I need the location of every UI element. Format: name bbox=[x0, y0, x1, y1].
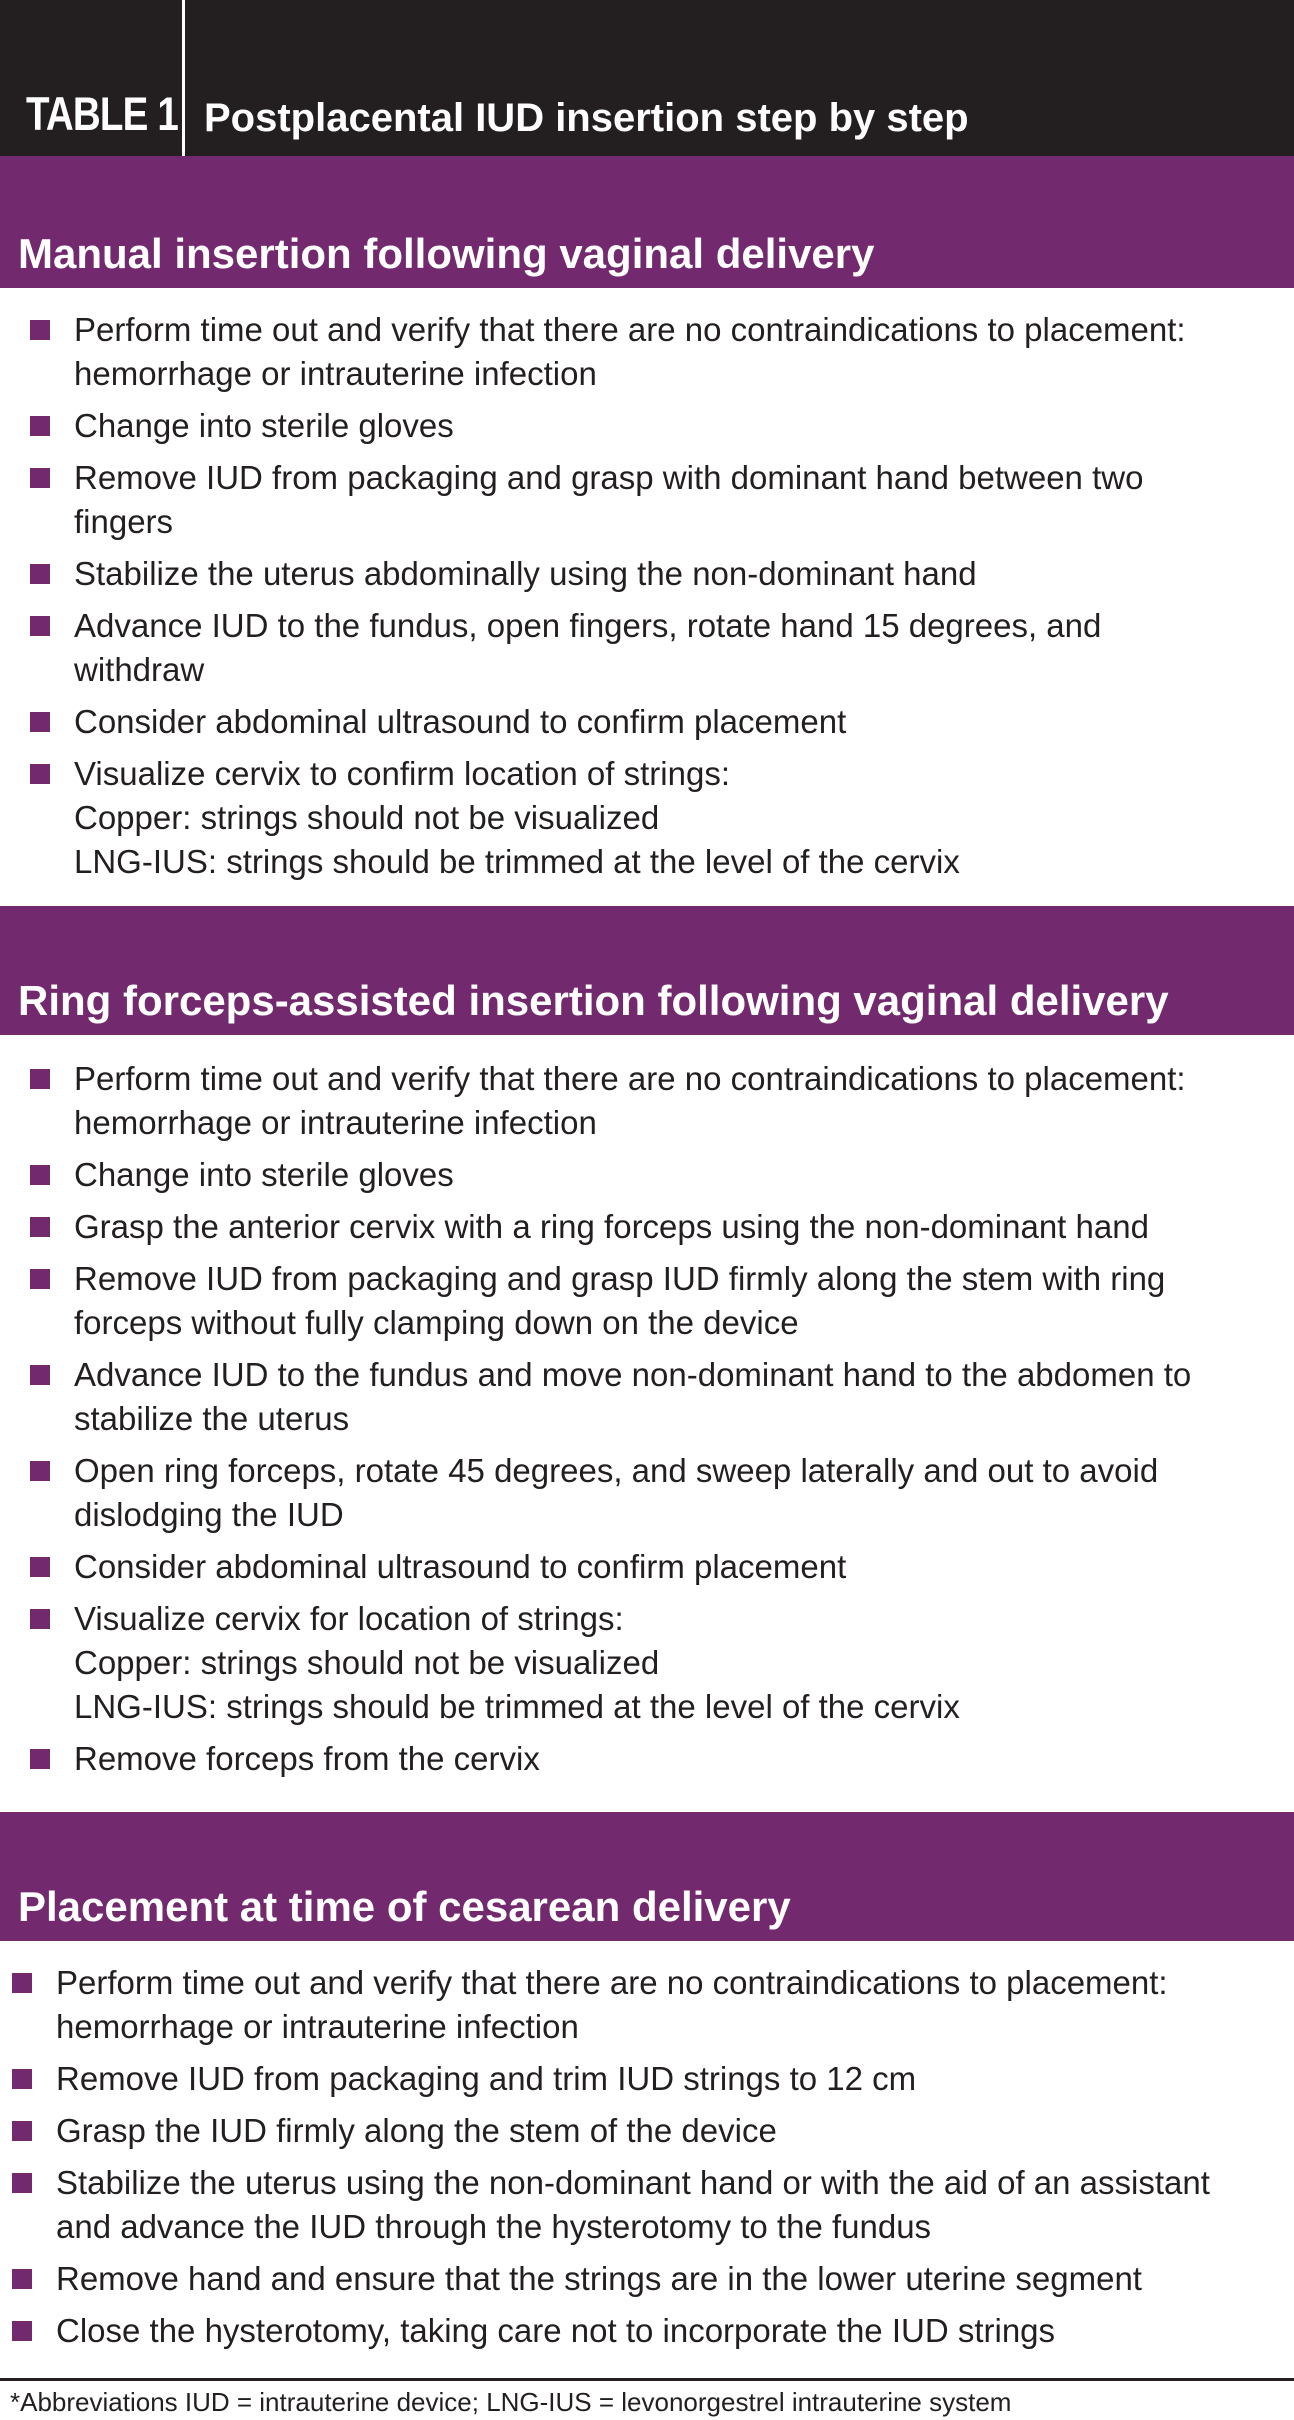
section-header-cesarean bbox=[0, 1812, 1294, 1941]
square-bullet-icon bbox=[12, 2321, 32, 2341]
step-text-line: Stabilize the uterus abdominally using the non-dominant hand bbox=[74, 555, 977, 592]
step-text-line: fingers bbox=[74, 503, 174, 540]
step-text-line: hemorrhage or intrauterine infection bbox=[56, 2008, 579, 2045]
step-text-line: Close the hysterotomy, taking care not to incorporate the IUD strings bbox=[56, 2312, 1056, 2349]
step-text bbox=[74, 752, 1294, 884]
square-bullet-icon bbox=[12, 1973, 32, 1993]
step-list-manual bbox=[0, 308, 1294, 892]
square-bullet-icon bbox=[30, 1069, 50, 1089]
step-text-line: hemorrhage or intrauterine infection bbox=[74, 1104, 597, 1141]
step-item bbox=[0, 308, 1294, 396]
step-text bbox=[56, 2057, 1294, 2101]
square-bullet-icon bbox=[30, 1749, 50, 1769]
step-item bbox=[0, 404, 1294, 448]
step-text bbox=[74, 1153, 1294, 1197]
step-text-line: Change into sterile gloves bbox=[74, 407, 454, 444]
step-item bbox=[0, 1597, 1294, 1729]
square-bullet-icon bbox=[30, 1365, 50, 1385]
step-item bbox=[0, 2161, 1294, 2249]
step-text-line: Grasp the anterior cervix with a ring forceps using the non-dominant hand bbox=[74, 1208, 1149, 1245]
step-text-line: Grasp the IUD firmly along the stem of the device bbox=[56, 2112, 777, 2149]
step-item bbox=[0, 700, 1294, 744]
step-text-line: Remove IUD from packaging and grasp with dominant hand between two bbox=[74, 459, 1144, 496]
step-list-cesarean bbox=[0, 1961, 1294, 2361]
step-text-line: stabilize the uterus bbox=[74, 1400, 350, 1437]
footnote-divider bbox=[0, 2378, 1294, 2381]
section-title-manual: Manual insertion following vaginal delivery bbox=[18, 230, 875, 277]
square-bullet-icon bbox=[30, 320, 50, 340]
square-bullet-icon bbox=[30, 1557, 50, 1577]
step-text-line: Remove forceps from the cervix bbox=[74, 1740, 540, 1777]
step-item bbox=[0, 1737, 1294, 1781]
step-text bbox=[74, 552, 1294, 596]
step-text-line: and advance the IUD through the hysterotomy to the fundus bbox=[56, 2208, 932, 2245]
section-title-cesarean: Placement at time of cesarean delivery bbox=[18, 1883, 791, 1930]
step-text-line: Visualize cervix to confirm location of strings: bbox=[74, 755, 730, 792]
abbreviations-footnote: *Abbreviations IUD = intrauterine device; LNG-IUS = levonorgestrel intrauterine system bbox=[10, 2387, 1012, 2417]
square-bullet-icon bbox=[12, 2069, 32, 2089]
step-text bbox=[56, 2257, 1294, 2301]
square-bullet-icon bbox=[30, 468, 50, 488]
step-list-ring-forceps bbox=[0, 1057, 1294, 1789]
table-title: Postplacental IUD insertion step by step bbox=[204, 96, 969, 140]
square-bullet-icon bbox=[30, 564, 50, 584]
step-text bbox=[74, 1449, 1294, 1537]
step-item bbox=[0, 1057, 1294, 1145]
square-bullet-icon bbox=[30, 1609, 50, 1629]
square-bullet-icon bbox=[30, 1461, 50, 1481]
step-text-line: Perform time out and verify that there are no contraindications to placement: bbox=[74, 311, 1186, 348]
step-text-line: dislodging the IUD bbox=[74, 1496, 344, 1533]
step-text-line: Change into sterile gloves bbox=[74, 1156, 454, 1193]
step-text bbox=[74, 1353, 1294, 1441]
step-text-line: Copper: strings should not be visualized bbox=[74, 1644, 660, 1681]
step-text bbox=[74, 1737, 1294, 1781]
step-text-line: withdraw bbox=[74, 651, 205, 688]
section-title-ring-forceps: Ring forceps-assisted insertion following vaginal delivery bbox=[18, 977, 1169, 1024]
step-item bbox=[0, 2309, 1294, 2353]
step-item bbox=[0, 456, 1294, 544]
square-bullet-icon bbox=[30, 1217, 50, 1237]
step-text-line: Consider abdominal ultrasound to confirm placement bbox=[74, 703, 847, 740]
square-bullet-icon bbox=[12, 2269, 32, 2289]
square-bullet-icon bbox=[30, 1165, 50, 1185]
square-bullet-icon bbox=[30, 616, 50, 636]
step-text-line: Copper: strings should not be visualized bbox=[74, 799, 660, 836]
square-bullet-icon bbox=[30, 712, 50, 732]
step-text bbox=[56, 2161, 1294, 2249]
section-header-ring-forceps bbox=[0, 906, 1294, 1035]
step-item bbox=[0, 1961, 1294, 2049]
section-header-manual bbox=[0, 156, 1294, 288]
step-text bbox=[74, 308, 1294, 396]
step-text-line: forceps without fully clamping down on the device bbox=[74, 1304, 799, 1341]
step-item bbox=[0, 2257, 1294, 2301]
step-item bbox=[0, 1353, 1294, 1441]
step-text-line: Advance IUD to the fundus, open fingers, rotate hand 15 degrees, and bbox=[74, 607, 1102, 644]
step-text-line: LNG-IUS: strings should be trimmed at the level of the cervix bbox=[74, 1688, 960, 1725]
step-item bbox=[0, 1545, 1294, 1589]
step-item bbox=[0, 2109, 1294, 2153]
step-text bbox=[74, 456, 1294, 544]
title-divider bbox=[182, 0, 185, 156]
step-text-line: Open ring forceps, rotate 45 degrees, and sweep laterally and out to avoid bbox=[74, 1452, 1159, 1489]
step-item bbox=[0, 752, 1294, 884]
table-title-bar bbox=[0, 0, 1294, 156]
square-bullet-icon bbox=[12, 2121, 32, 2141]
square-bullet-icon bbox=[30, 1269, 50, 1289]
square-bullet-icon bbox=[30, 416, 50, 436]
table-number-label: TABLE 1 bbox=[26, 87, 179, 140]
step-text bbox=[74, 1545, 1294, 1589]
step-text-line: hemorrhage or intrauterine infection bbox=[74, 355, 597, 392]
step-item bbox=[0, 1153, 1294, 1197]
step-item bbox=[0, 1205, 1294, 1249]
step-text bbox=[56, 1961, 1294, 2049]
step-text-line: Perform time out and verify that there are no contraindications to placement: bbox=[74, 1060, 1186, 1097]
square-bullet-icon bbox=[30, 764, 50, 784]
step-item bbox=[0, 552, 1294, 596]
step-text bbox=[74, 1205, 1294, 1249]
step-item bbox=[0, 2057, 1294, 2101]
step-text-line: Visualize cervix for location of strings: bbox=[74, 1600, 624, 1637]
step-text-line: Remove hand and ensure that the strings are in the lower uterine segment bbox=[56, 2260, 1142, 2297]
step-item bbox=[0, 604, 1294, 692]
step-text bbox=[56, 2309, 1294, 2353]
step-item bbox=[0, 1449, 1294, 1537]
step-text bbox=[74, 1257, 1294, 1345]
step-text-line: Stabilize the uterus using the non-dominant hand or with the aid of an assistant bbox=[56, 2164, 1210, 2201]
step-text bbox=[56, 2109, 1294, 2153]
step-text-line: Remove IUD from packaging and trim IUD strings to 12 cm bbox=[56, 2060, 917, 2097]
step-text bbox=[74, 1057, 1294, 1145]
step-text-line: Perform time out and verify that there are no contraindications to placement: bbox=[56, 1964, 1168, 2001]
step-text bbox=[74, 1597, 1294, 1729]
square-bullet-icon bbox=[12, 2173, 32, 2193]
step-text-line: Advance IUD to the fundus and move non-dominant hand to the abdomen to bbox=[74, 1356, 1192, 1393]
step-text bbox=[74, 404, 1294, 448]
step-text bbox=[74, 604, 1294, 692]
step-text-line: Remove IUD from packaging and grasp IUD firmly along the stem with ring bbox=[74, 1260, 1166, 1297]
step-text bbox=[74, 700, 1294, 744]
step-text-line: LNG-IUS: strings should be trimmed at the level of the cervix bbox=[74, 843, 960, 880]
step-text-line: Consider abdominal ultrasound to confirm placement bbox=[74, 1548, 847, 1585]
step-item bbox=[0, 1257, 1294, 1345]
